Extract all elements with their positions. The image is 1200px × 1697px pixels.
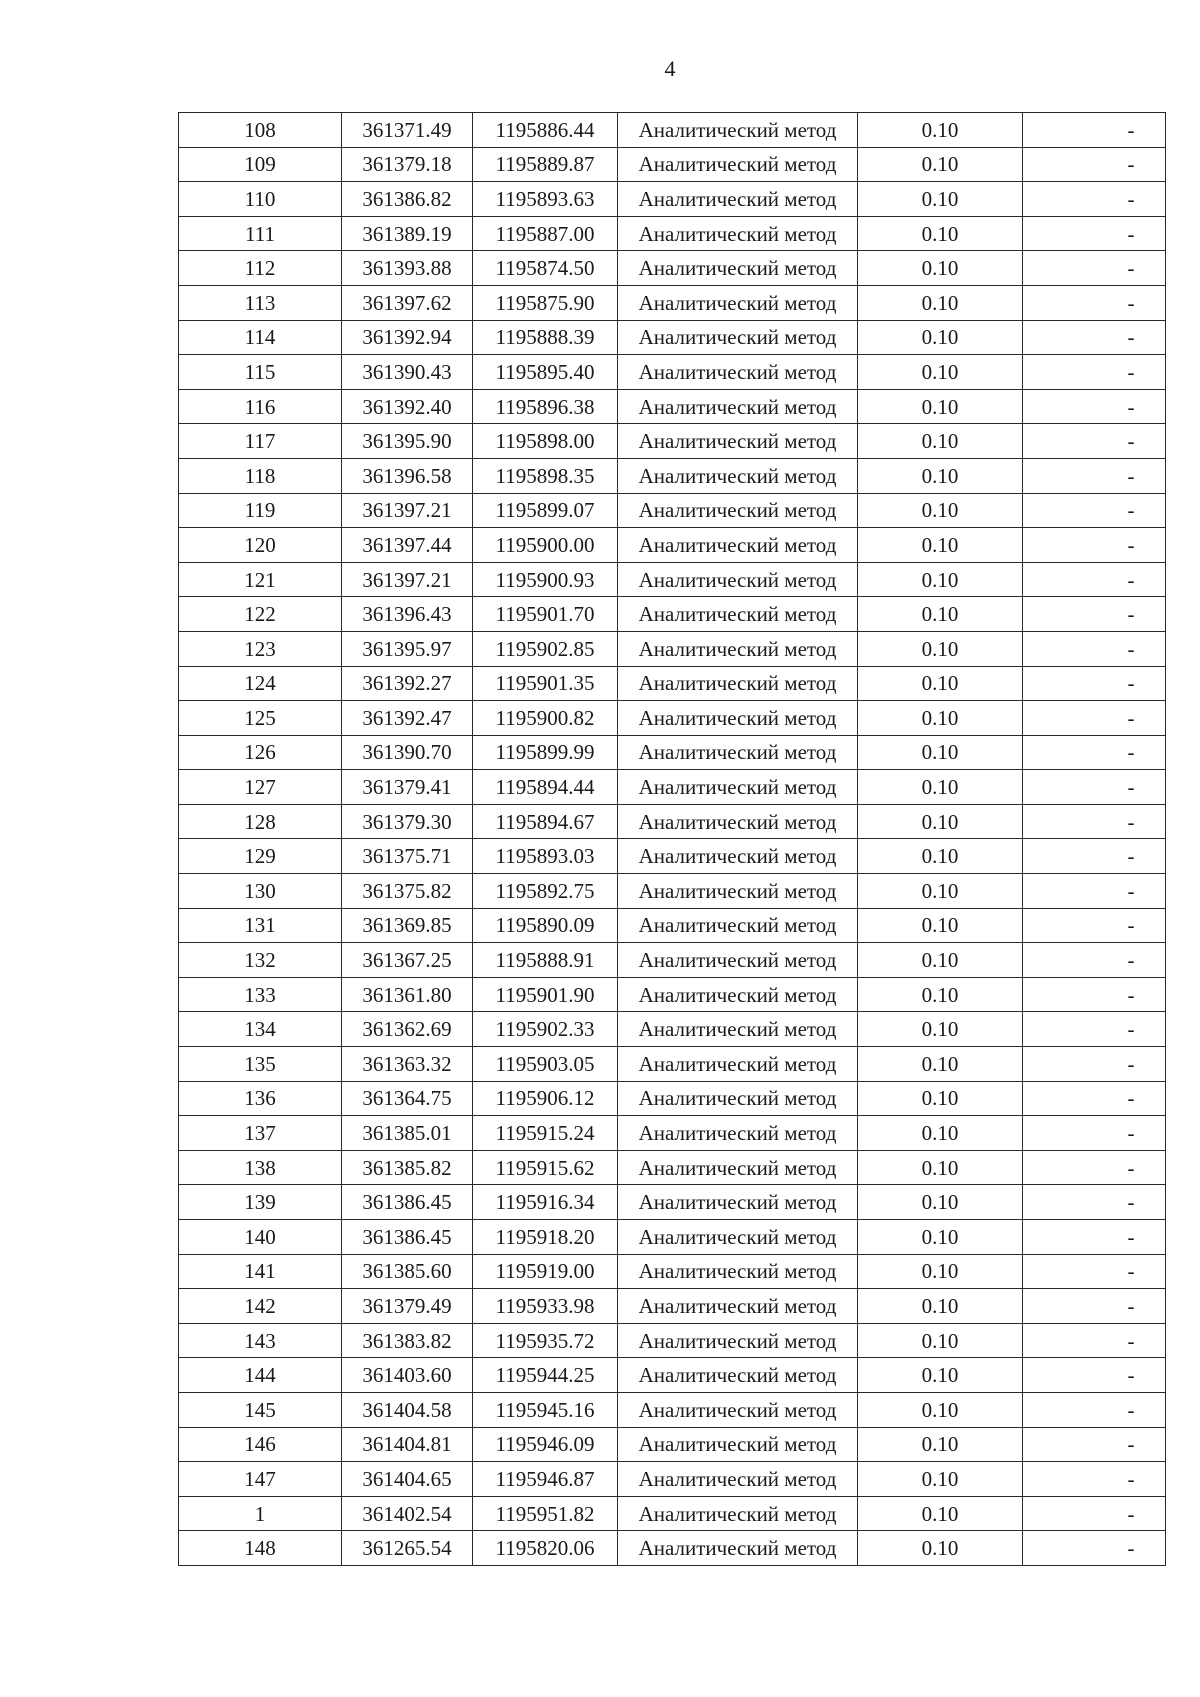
note-cell: - <box>1023 1496 1166 1531</box>
y-coordinate-cell: 1195888.91 <box>473 943 618 978</box>
note-cell: - <box>1023 1185 1166 1220</box>
note-cell: - <box>1023 355 1166 390</box>
method-cell: Аналитический метод <box>618 770 858 805</box>
x-coordinate-cell: 361364.75 <box>342 1081 473 1116</box>
method-cell: Аналитический метод <box>618 424 858 459</box>
x-coordinate-cell: 361404.81 <box>342 1427 473 1462</box>
method-cell: Аналитический метод <box>618 1150 858 1185</box>
x-coordinate-cell: 361390.43 <box>342 355 473 390</box>
x-coordinate-cell: 361390.70 <box>342 735 473 770</box>
accuracy-cell: 0.10 <box>858 1254 1023 1289</box>
point-number-cell: 130 <box>179 874 342 909</box>
accuracy-cell: 0.10 <box>858 424 1023 459</box>
note-cell: - <box>1023 562 1166 597</box>
x-coordinate-cell: 361379.18 <box>342 147 473 182</box>
y-coordinate-cell: 1195935.72 <box>473 1323 618 1358</box>
x-coordinate-cell: 361397.21 <box>342 493 473 528</box>
method-cell: Аналитический метод <box>618 1220 858 1255</box>
table-row <box>179 1081 1166 1116</box>
point-number-cell: 109 <box>179 147 342 182</box>
y-coordinate-cell: 1195888.39 <box>473 320 618 355</box>
y-coordinate-cell: 1195898.35 <box>473 458 618 493</box>
y-coordinate-cell: 1195887.00 <box>473 216 618 251</box>
point-number-cell: 114 <box>179 320 342 355</box>
x-coordinate-cell: 361371.49 <box>342 113 473 148</box>
note-cell: - <box>1023 1012 1166 1047</box>
x-coordinate-cell: 361403.60 <box>342 1358 473 1393</box>
method-cell: Аналитический метод <box>618 320 858 355</box>
note-cell: - <box>1023 943 1166 978</box>
x-coordinate-cell: 361362.69 <box>342 1012 473 1047</box>
table-row <box>179 493 1166 528</box>
y-coordinate-cell: 1195896.38 <box>473 389 618 424</box>
x-coordinate-cell: 361379.41 <box>342 770 473 805</box>
accuracy-cell: 0.10 <box>858 804 1023 839</box>
point-number-cell: 144 <box>179 1358 342 1393</box>
method-cell: Аналитический метод <box>618 1427 858 1462</box>
table-row <box>179 1323 1166 1358</box>
table-row <box>179 216 1166 251</box>
note-cell: - <box>1023 1392 1166 1427</box>
note-cell: - <box>1023 631 1166 666</box>
point-number-cell: 117 <box>179 424 342 459</box>
table-row <box>179 1392 1166 1427</box>
method-cell: Аналитический метод <box>618 1289 858 1324</box>
x-coordinate-cell: 361379.49 <box>342 1289 473 1324</box>
table-row <box>179 285 1166 320</box>
accuracy-cell: 0.10 <box>858 701 1023 736</box>
method-cell: Аналитический метод <box>618 458 858 493</box>
point-number-cell: 148 <box>179 1531 342 1566</box>
method-cell: Аналитический метод <box>618 943 858 978</box>
method-cell: Аналитический метод <box>618 735 858 770</box>
accuracy-cell: 0.10 <box>858 735 1023 770</box>
note-cell: - <box>1023 666 1166 701</box>
table-row <box>179 458 1166 493</box>
x-coordinate-cell: 361397.44 <box>342 528 473 563</box>
method-cell: Аналитический метод <box>618 1116 858 1151</box>
table-row <box>179 424 1166 459</box>
table-row <box>179 320 1166 355</box>
y-coordinate-cell: 1195902.85 <box>473 631 618 666</box>
y-coordinate-cell: 1195946.09 <box>473 1427 618 1462</box>
x-coordinate-cell: 361375.82 <box>342 874 473 909</box>
y-coordinate-cell: 1195951.82 <box>473 1496 618 1531</box>
accuracy-cell: 0.10 <box>858 1496 1023 1531</box>
note-cell: - <box>1023 216 1166 251</box>
x-coordinate-cell: 361385.60 <box>342 1254 473 1289</box>
note-cell: - <box>1023 424 1166 459</box>
method-cell: Аналитический метод <box>618 874 858 909</box>
accuracy-cell: 0.10 <box>858 147 1023 182</box>
method-cell: Аналитический метод <box>618 389 858 424</box>
y-coordinate-cell: 1195899.99 <box>473 735 618 770</box>
point-number-cell: 123 <box>179 631 342 666</box>
x-coordinate-cell: 361404.58 <box>342 1392 473 1427</box>
accuracy-cell: 0.10 <box>858 285 1023 320</box>
note-cell: - <box>1023 1254 1166 1289</box>
x-coordinate-cell: 361393.88 <box>342 251 473 286</box>
accuracy-cell: 0.10 <box>858 216 1023 251</box>
note-cell: - <box>1023 701 1166 736</box>
note-cell: - <box>1023 1323 1166 1358</box>
x-coordinate-cell: 361375.71 <box>342 839 473 874</box>
method-cell: Аналитический метод <box>618 1358 858 1393</box>
y-coordinate-cell: 1195933.98 <box>473 1289 618 1324</box>
accuracy-cell: 0.10 <box>858 631 1023 666</box>
accuracy-cell: 0.10 <box>858 597 1023 632</box>
note-cell: - <box>1023 1358 1166 1393</box>
point-number-cell: 120 <box>179 528 342 563</box>
table-row <box>179 735 1166 770</box>
y-coordinate-cell: 1195901.35 <box>473 666 618 701</box>
method-cell: Аналитический метод <box>618 1392 858 1427</box>
y-coordinate-cell: 1195916.34 <box>473 1185 618 1220</box>
note-cell: - <box>1023 147 1166 182</box>
x-coordinate-cell: 361389.19 <box>342 216 473 251</box>
method-cell: Аналитический метод <box>618 113 858 148</box>
accuracy-cell: 0.10 <box>858 251 1023 286</box>
x-coordinate-cell: 361395.97 <box>342 631 473 666</box>
point-number-cell: 135 <box>179 1047 342 1082</box>
accuracy-cell: 0.10 <box>858 1531 1023 1566</box>
method-cell: Аналитический метод <box>618 182 858 217</box>
x-coordinate-cell: 361396.43 <box>342 597 473 632</box>
point-number-cell: 142 <box>179 1289 342 1324</box>
coordinates-table <box>178 112 1166 1566</box>
table-row <box>179 666 1166 701</box>
y-coordinate-cell: 1195886.44 <box>473 113 618 148</box>
method-cell: Аналитический метод <box>618 1323 858 1358</box>
point-number-cell: 147 <box>179 1462 342 1497</box>
point-number-cell: 140 <box>179 1220 342 1255</box>
method-cell: Аналитический метод <box>618 597 858 632</box>
accuracy-cell: 0.10 <box>858 458 1023 493</box>
note-cell: - <box>1023 1150 1166 1185</box>
point-number-cell: 143 <box>179 1323 342 1358</box>
accuracy-cell: 0.10 <box>858 1323 1023 1358</box>
y-coordinate-cell: 1195898.00 <box>473 424 618 459</box>
accuracy-cell: 0.10 <box>858 1150 1023 1185</box>
table-row <box>179 562 1166 597</box>
accuracy-cell: 0.10 <box>858 666 1023 701</box>
note-cell: - <box>1023 735 1166 770</box>
method-cell: Аналитический метод <box>618 1462 858 1497</box>
x-coordinate-cell: 361386.45 <box>342 1220 473 1255</box>
table-row <box>179 113 1166 148</box>
y-coordinate-cell: 1195892.75 <box>473 874 618 909</box>
point-number-cell: 115 <box>179 355 342 390</box>
note-cell: - <box>1023 1427 1166 1462</box>
point-number-cell: 138 <box>179 1150 342 1185</box>
x-coordinate-cell: 361383.82 <box>342 1323 473 1358</box>
method-cell: Аналитический метод <box>618 147 858 182</box>
table-row <box>179 1047 1166 1082</box>
y-coordinate-cell: 1195946.87 <box>473 1462 618 1497</box>
method-cell: Аналитический метод <box>618 839 858 874</box>
table-row <box>179 977 1166 1012</box>
table-row <box>179 147 1166 182</box>
method-cell: Аналитический метод <box>618 701 858 736</box>
x-coordinate-cell: 361392.27 <box>342 666 473 701</box>
point-number-cell: 118 <box>179 458 342 493</box>
y-coordinate-cell: 1195894.67 <box>473 804 618 839</box>
accuracy-cell: 0.10 <box>858 1462 1023 1497</box>
y-coordinate-cell: 1195915.62 <box>473 1150 618 1185</box>
method-cell: Аналитический метод <box>618 908 858 943</box>
method-cell: Аналитический метод <box>618 216 858 251</box>
point-number-cell: 121 <box>179 562 342 597</box>
note-cell: - <box>1023 1047 1166 1082</box>
accuracy-cell: 0.10 <box>858 770 1023 805</box>
table-row <box>179 1531 1166 1566</box>
note-cell: - <box>1023 1220 1166 1255</box>
x-coordinate-cell: 361404.65 <box>342 1462 473 1497</box>
y-coordinate-cell: 1195900.82 <box>473 701 618 736</box>
method-cell: Аналитический метод <box>618 1081 858 1116</box>
point-number-cell: 125 <box>179 701 342 736</box>
point-number-cell: 136 <box>179 1081 342 1116</box>
note-cell: - <box>1023 770 1166 805</box>
note-cell: - <box>1023 1081 1166 1116</box>
y-coordinate-cell: 1195918.20 <box>473 1220 618 1255</box>
note-cell: - <box>1023 1289 1166 1324</box>
note-cell: - <box>1023 977 1166 1012</box>
accuracy-cell: 0.10 <box>858 389 1023 424</box>
accuracy-cell: 0.10 <box>858 1185 1023 1220</box>
method-cell: Аналитический метод <box>618 251 858 286</box>
y-coordinate-cell: 1195901.70 <box>473 597 618 632</box>
page-number: 4 <box>664 56 676 81</box>
method-cell: Аналитический метод <box>618 631 858 666</box>
accuracy-cell: 0.10 <box>858 1289 1023 1324</box>
accuracy-cell: 0.10 <box>858 320 1023 355</box>
point-number-cell: 145 <box>179 1392 342 1427</box>
accuracy-cell: 0.10 <box>858 874 1023 909</box>
point-number-cell: 139 <box>179 1185 342 1220</box>
table-row <box>179 943 1166 978</box>
x-coordinate-cell: 361392.94 <box>342 320 473 355</box>
y-coordinate-cell: 1195875.90 <box>473 285 618 320</box>
method-cell: Аналитический метод <box>618 666 858 701</box>
accuracy-cell: 0.10 <box>858 1012 1023 1047</box>
y-coordinate-cell: 1195899.07 <box>473 493 618 528</box>
x-coordinate-cell: 361397.21 <box>342 562 473 597</box>
table-row <box>179 631 1166 666</box>
y-coordinate-cell: 1195895.40 <box>473 355 618 390</box>
table-row <box>179 1496 1166 1531</box>
point-number-cell: 124 <box>179 666 342 701</box>
table-row <box>179 701 1166 736</box>
table-row <box>179 355 1166 390</box>
x-coordinate-cell: 361363.32 <box>342 1047 473 1082</box>
point-number-cell: 141 <box>179 1254 342 1289</box>
x-coordinate-cell: 361397.62 <box>342 285 473 320</box>
table-row <box>179 1150 1166 1185</box>
note-cell: - <box>1023 839 1166 874</box>
y-coordinate-cell: 1195919.00 <box>473 1254 618 1289</box>
note-cell: - <box>1023 1531 1166 1566</box>
point-number-cell: 137 <box>179 1116 342 1151</box>
accuracy-cell: 0.10 <box>858 355 1023 390</box>
x-coordinate-cell: 361392.40 <box>342 389 473 424</box>
method-cell: Аналитический метод <box>618 977 858 1012</box>
accuracy-cell: 0.10 <box>858 1392 1023 1427</box>
table-row <box>179 528 1166 563</box>
method-cell: Аналитический метод <box>618 562 858 597</box>
table-row <box>179 874 1166 909</box>
method-cell: Аналитический метод <box>618 528 858 563</box>
method-cell: Аналитический метод <box>618 1185 858 1220</box>
accuracy-cell: 0.10 <box>858 562 1023 597</box>
point-number-cell: 132 <box>179 943 342 978</box>
accuracy-cell: 0.10 <box>858 1358 1023 1393</box>
table-row <box>179 1185 1166 1220</box>
y-coordinate-cell: 1195903.05 <box>473 1047 618 1082</box>
method-cell: Аналитический метод <box>618 1496 858 1531</box>
table-row <box>179 1220 1166 1255</box>
x-coordinate-cell: 361265.54 <box>342 1531 473 1566</box>
y-coordinate-cell: 1195820.06 <box>473 1531 618 1566</box>
x-coordinate-cell: 361361.80 <box>342 977 473 1012</box>
x-coordinate-cell: 361396.58 <box>342 458 473 493</box>
x-coordinate-cell: 361395.90 <box>342 424 473 459</box>
table-row <box>179 1427 1166 1462</box>
x-coordinate-cell: 361402.54 <box>342 1496 473 1531</box>
accuracy-cell: 0.10 <box>858 1081 1023 1116</box>
y-coordinate-cell: 1195906.12 <box>473 1081 618 1116</box>
note-cell: - <box>1023 182 1166 217</box>
point-number-cell: 111 <box>179 216 342 251</box>
method-cell: Аналитический метод <box>618 285 858 320</box>
accuracy-cell: 0.10 <box>858 1047 1023 1082</box>
table-row <box>179 908 1166 943</box>
point-number-cell: 127 <box>179 770 342 805</box>
point-number-cell: 126 <box>179 735 342 770</box>
accuracy-cell: 0.10 <box>858 1220 1023 1255</box>
point-number-cell: 112 <box>179 251 342 286</box>
point-number-cell: 131 <box>179 908 342 943</box>
point-number-cell: 129 <box>179 839 342 874</box>
table-row <box>179 839 1166 874</box>
accuracy-cell: 0.10 <box>858 1427 1023 1462</box>
y-coordinate-cell: 1195893.03 <box>473 839 618 874</box>
table-row <box>179 389 1166 424</box>
table-row <box>179 1254 1166 1289</box>
y-coordinate-cell: 1195902.33 <box>473 1012 618 1047</box>
note-cell: - <box>1023 458 1166 493</box>
note-cell: - <box>1023 1116 1166 1151</box>
point-number-cell: 110 <box>179 182 342 217</box>
note-cell: - <box>1023 285 1166 320</box>
y-coordinate-cell: 1195945.16 <box>473 1392 618 1427</box>
point-number-cell: 146 <box>179 1427 342 1462</box>
table-row <box>179 1358 1166 1393</box>
point-number-cell: 1 <box>179 1496 342 1531</box>
note-cell: - <box>1023 597 1166 632</box>
method-cell: Аналитический метод <box>618 1012 858 1047</box>
table-row <box>179 1289 1166 1324</box>
x-coordinate-cell: 361386.45 <box>342 1185 473 1220</box>
method-cell: Аналитический метод <box>618 1254 858 1289</box>
x-coordinate-cell: 361392.47 <box>342 701 473 736</box>
accuracy-cell: 0.10 <box>858 493 1023 528</box>
accuracy-cell: 0.10 <box>858 113 1023 148</box>
accuracy-cell: 0.10 <box>858 528 1023 563</box>
note-cell: - <box>1023 804 1166 839</box>
point-number-cell: 119 <box>179 493 342 528</box>
x-coordinate-cell: 361386.82 <box>342 182 473 217</box>
y-coordinate-cell: 1195893.63 <box>473 182 618 217</box>
note-cell: - <box>1023 320 1166 355</box>
accuracy-cell: 0.10 <box>858 977 1023 1012</box>
point-number-cell: 134 <box>179 1012 342 1047</box>
y-coordinate-cell: 1195915.24 <box>473 1116 618 1151</box>
note-cell: - <box>1023 113 1166 148</box>
accuracy-cell: 0.10 <box>858 839 1023 874</box>
method-cell: Аналитический метод <box>618 804 858 839</box>
table-row <box>179 251 1166 286</box>
x-coordinate-cell: 361385.82 <box>342 1150 473 1185</box>
y-coordinate-cell: 1195890.09 <box>473 908 618 943</box>
table-row <box>179 597 1166 632</box>
y-coordinate-cell: 1195901.90 <box>473 977 618 1012</box>
y-coordinate-cell: 1195900.93 <box>473 562 618 597</box>
table-row <box>179 770 1166 805</box>
table-row <box>179 182 1166 217</box>
table-row <box>179 1012 1166 1047</box>
y-coordinate-cell: 1195889.87 <box>473 147 618 182</box>
y-coordinate-cell: 1195944.25 <box>473 1358 618 1393</box>
point-number-cell: 116 <box>179 389 342 424</box>
y-coordinate-cell: 1195894.44 <box>473 770 618 805</box>
point-number-cell: 122 <box>179 597 342 632</box>
y-coordinate-cell: 1195900.00 <box>473 528 618 563</box>
method-cell: Аналитический метод <box>618 493 858 528</box>
y-coordinate-cell: 1195874.50 <box>473 251 618 286</box>
point-number-cell: 113 <box>179 285 342 320</box>
note-cell: - <box>1023 251 1166 286</box>
note-cell: - <box>1023 1462 1166 1497</box>
accuracy-cell: 0.10 <box>858 908 1023 943</box>
x-coordinate-cell: 361379.30 <box>342 804 473 839</box>
method-cell: Аналитический метод <box>618 355 858 390</box>
note-cell: - <box>1023 908 1166 943</box>
x-coordinate-cell: 361385.01 <box>342 1116 473 1151</box>
table-row <box>179 1116 1166 1151</box>
accuracy-cell: 0.10 <box>858 943 1023 978</box>
method-cell: Аналитический метод <box>618 1047 858 1082</box>
coordinates-table-body <box>179 113 1166 1566</box>
note-cell: - <box>1023 389 1166 424</box>
table-row <box>179 804 1166 839</box>
point-number-cell: 108 <box>179 113 342 148</box>
x-coordinate-cell: 361367.25 <box>342 943 473 978</box>
x-coordinate-cell: 361369.85 <box>342 908 473 943</box>
point-number-cell: 133 <box>179 977 342 1012</box>
point-number-cell: 128 <box>179 804 342 839</box>
accuracy-cell: 0.10 <box>858 182 1023 217</box>
note-cell: - <box>1023 874 1166 909</box>
accuracy-cell: 0.10 <box>858 1116 1023 1151</box>
note-cell: - <box>1023 528 1166 563</box>
note-cell: - <box>1023 493 1166 528</box>
table-row <box>179 1462 1166 1497</box>
method-cell: Аналитический метод <box>618 1531 858 1566</box>
